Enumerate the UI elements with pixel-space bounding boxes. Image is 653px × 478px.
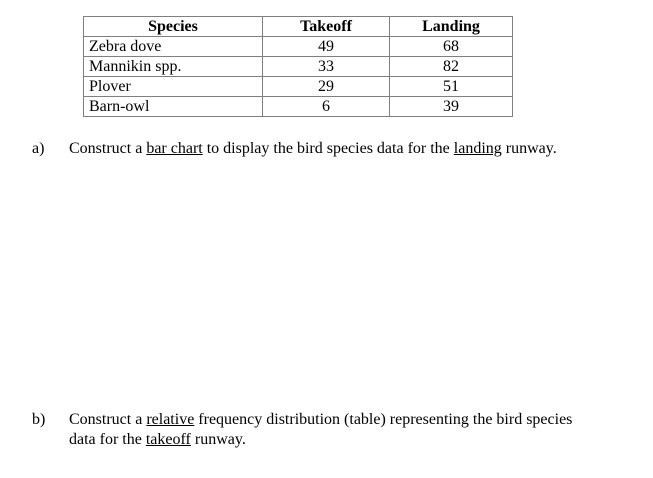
- header-landing: Landing: [390, 17, 513, 37]
- question-a-label: a): [32, 140, 45, 157]
- question-b-text: data for the: [69, 431, 146, 448]
- landing-cell: 51: [390, 77, 513, 97]
- question-a-text: runway.: [501, 140, 557, 157]
- takeoff-cell: 33: [263, 57, 390, 77]
- question-a-emphasis: landing: [453, 140, 502, 157]
- species-cell: Barn-owl: [84, 97, 263, 117]
- question-a: [32, 139, 557, 159]
- takeoff-cell: 29: [263, 77, 390, 97]
- table-row: [84, 37, 513, 57]
- table-row: [84, 57, 513, 77]
- takeoff-cell: 6: [263, 97, 390, 117]
- question-b-continuation: [32, 430, 572, 450]
- question-b: [32, 410, 572, 450]
- table-row: [84, 97, 513, 117]
- landing-cell: 82: [390, 57, 513, 77]
- landing-cell: 39: [390, 97, 513, 117]
- table-row: [84, 77, 513, 97]
- question-a-emphasis: bar chart: [146, 140, 203, 157]
- table-header-row: [84, 17, 513, 37]
- species-cell: Mannikin spp.: [84, 57, 263, 77]
- question-b-emphasis: takeoff: [145, 431, 191, 448]
- species-cell: Plover: [84, 77, 263, 97]
- header-takeoff: Takeoff: [263, 17, 390, 37]
- bird-species-table: [83, 16, 513, 117]
- question-a-text: Construct a: [69, 140, 147, 157]
- question-b-emphasis: relative: [146, 411, 195, 428]
- question-b-label: b): [32, 411, 46, 428]
- takeoff-cell: 49: [263, 37, 390, 57]
- question-b-text: Construct a: [69, 411, 147, 428]
- landing-cell: 68: [390, 37, 513, 57]
- question-b-text: frequency distribution (table) representing the bird species: [194, 411, 573, 428]
- question-a-text: to display the bird species data for the: [202, 140, 454, 157]
- header-species: Species: [84, 17, 263, 37]
- question-b-text: runway.: [190, 431, 246, 448]
- species-cell: Zebra dove: [84, 37, 263, 57]
